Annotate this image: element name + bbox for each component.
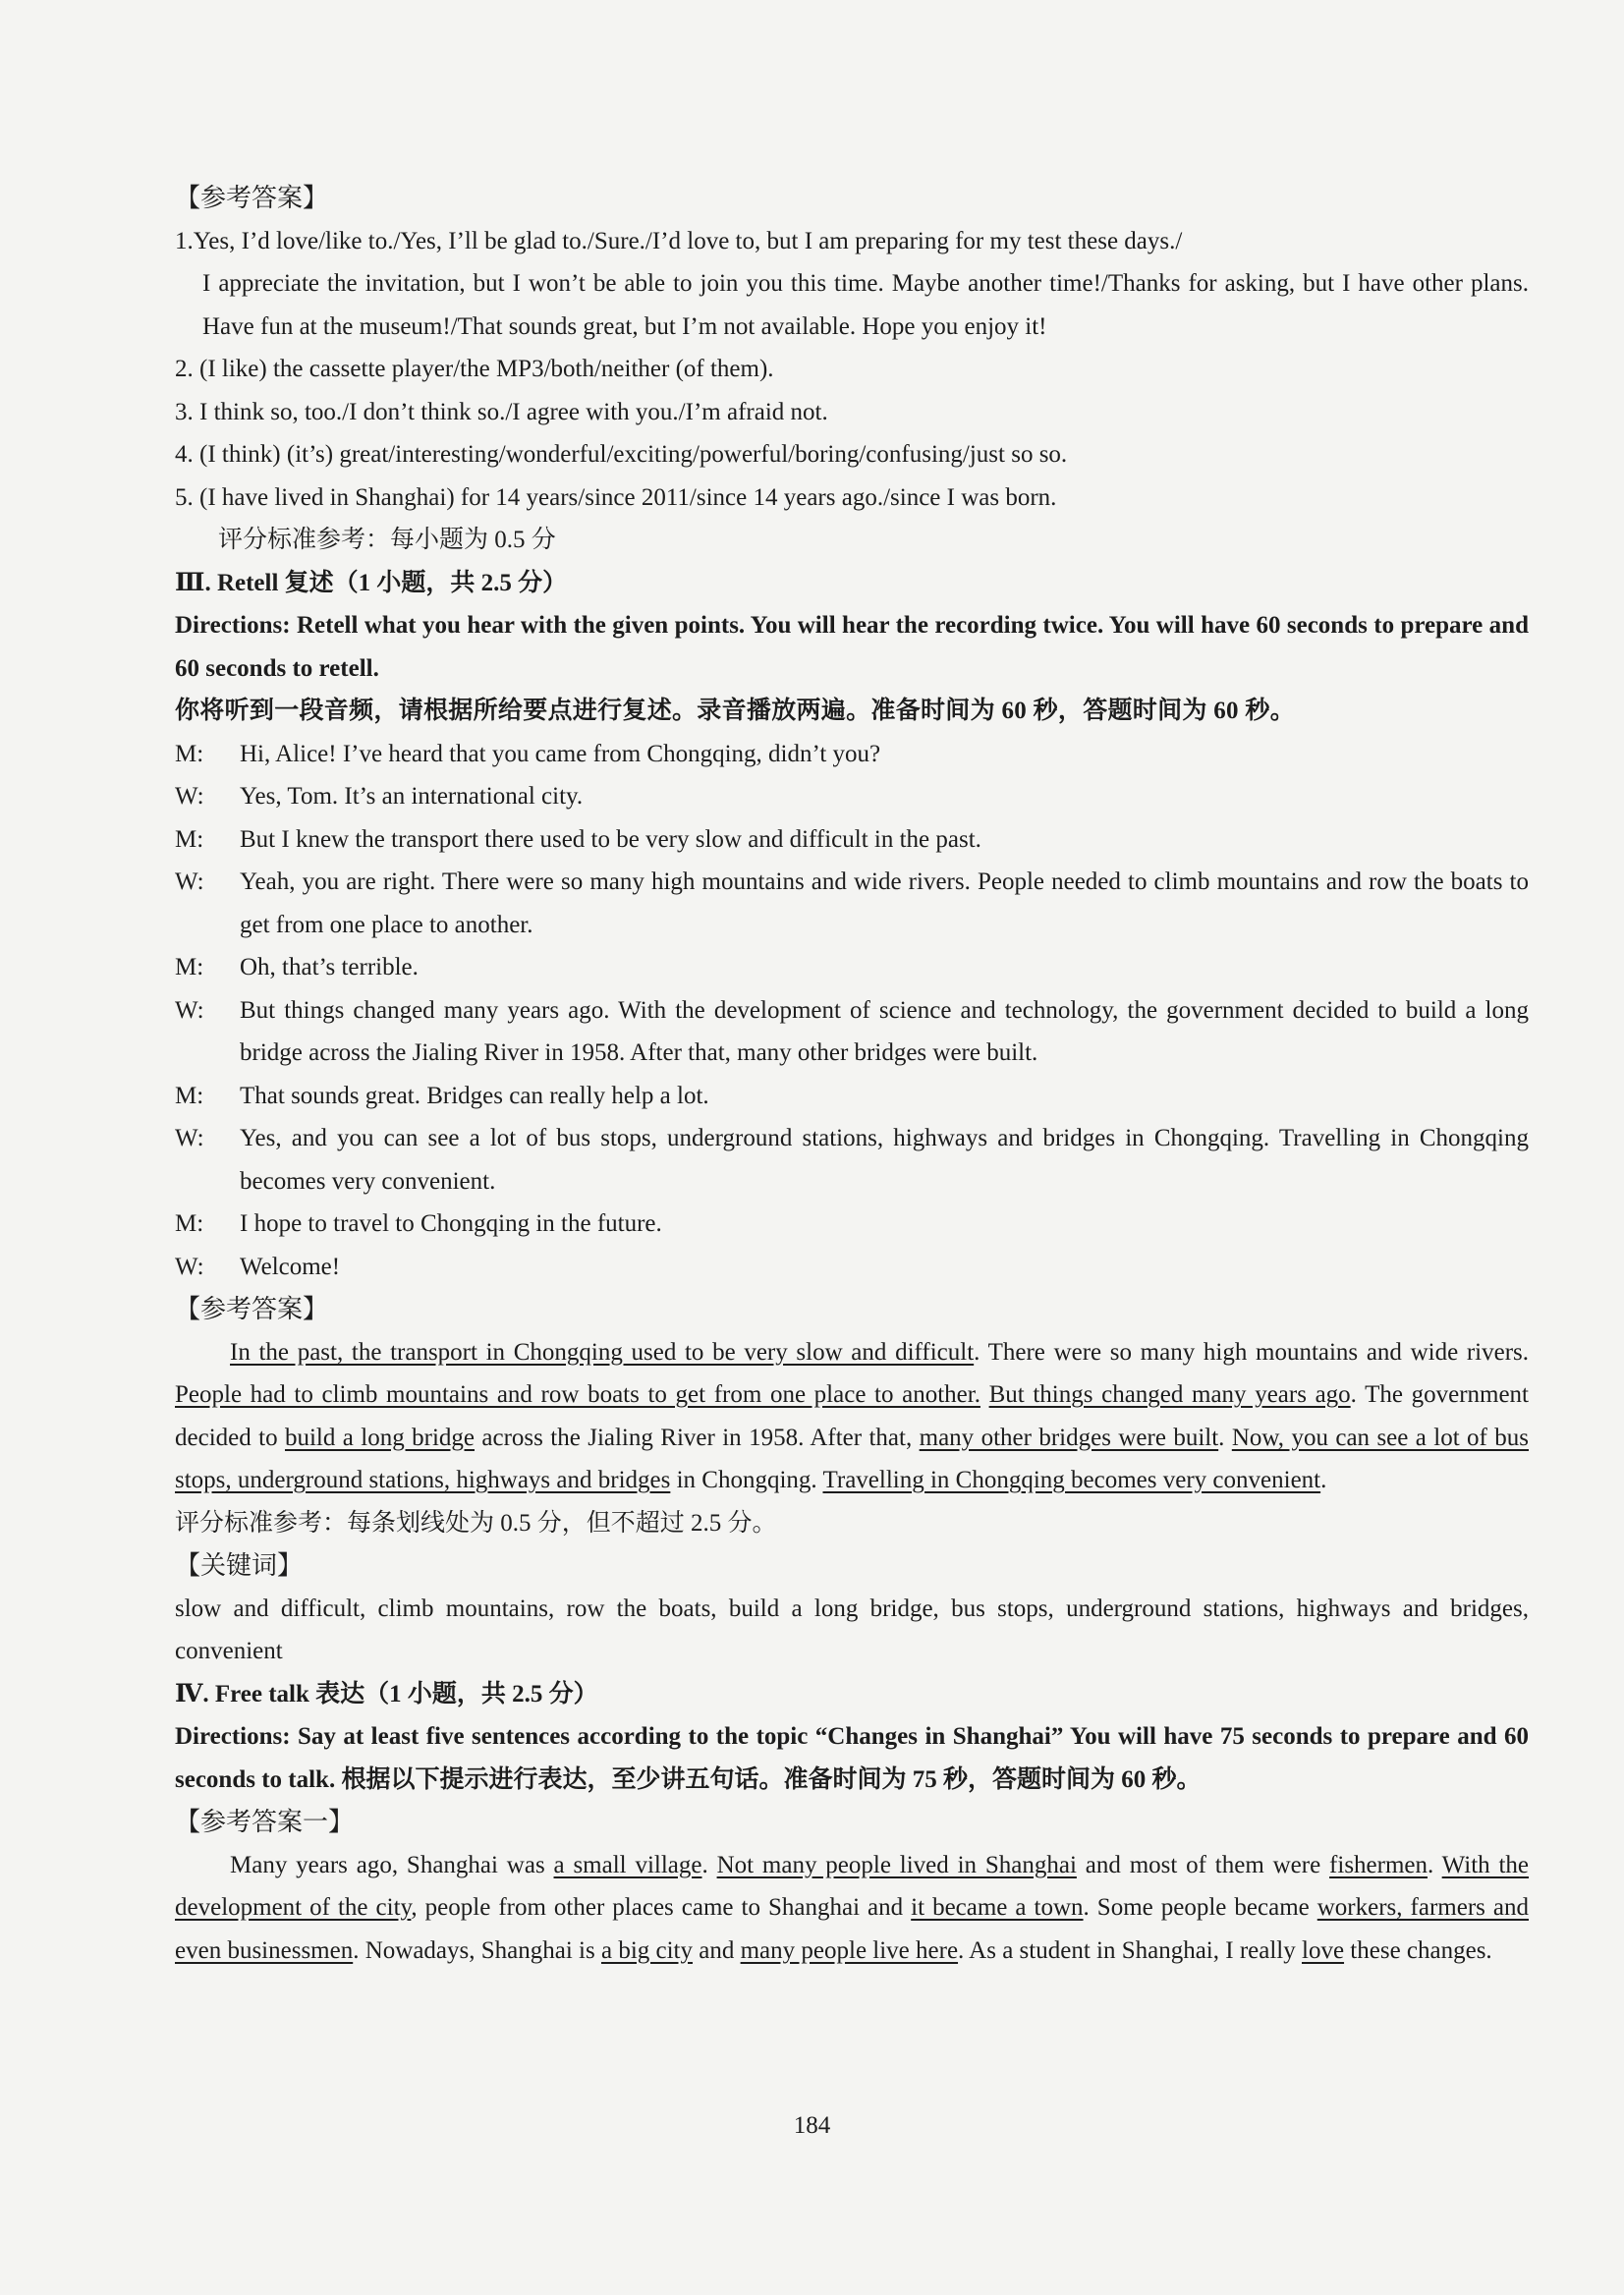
section-4-directions: Directions: Say at least five sentences according to the topic “Changes in Shanghai” You will have 75 seconds to prepare and 60 seconds to talk. 根据以下提示进行表达，至少讲五句话。准备时间为 75 秒，答题时间为 60 秒。 — [175, 1723, 1529, 1793]
keywords-list: slow and difficult, climb mountains, row the boats, build a long bridge, bus stops, underground stations, highways and bridges, convenient — [175, 1595, 1529, 1664]
utterance: I hope to travel to Chongqing in the future. — [240, 1210, 662, 1237]
speaker: W: — [175, 1125, 204, 1151]
answer-text: Many years ago, Shanghai was — [230, 1851, 554, 1878]
retell-scoring-note: 评分标准参考：每条划线处为 0.5 分，但不超过 2.5 分。 — [175, 1509, 777, 1537]
answer-text: across the Jialing River in 1958. After that, — [475, 1424, 920, 1451]
speaker: W: — [175, 1253, 204, 1280]
underlined-point: Not many people lived in Shanghai — [716, 1851, 1077, 1878]
answer-text: and most of them were — [1076, 1851, 1330, 1878]
speaker: M: — [175, 1210, 204, 1237]
answer-text: . — [1320, 1467, 1327, 1493]
dialog-line — [175, 946, 1529, 989]
answer-text: . Nowadays, Shanghai is — [353, 1936, 601, 1964]
answer-item-2: 2. (I like) the cassette player/the MP3/both/neither (of them). — [175, 356, 774, 382]
dialog-line — [175, 1246, 1529, 1289]
freetalk-answer-paragraph — [175, 1844, 1529, 1973]
answer-item-5: 5. (I have lived in Shanghai) for 14 years/since 2011/since 14 years ago./since I was born. — [175, 483, 1057, 511]
page-content — [175, 177, 1529, 1972]
answer-text — [980, 1381, 989, 1408]
speaker: W: — [175, 783, 204, 810]
utterance: Yes, and you can see a lot of bus stops, underground stations, highways and bridges in Chongqing. Travelling in Chongqing becomes very convenient. — [240, 1125, 1529, 1195]
speaker: W: — [175, 996, 204, 1024]
underlined-point: In the past, the transport in Chongqing used to be very slow and difficult — [230, 1338, 975, 1366]
answer-item-1: 1.Yes, I’d love/like to./Yes, I’ll be glad to./Sure./I’d love to, but I am preparing for my test these days./ — [175, 227, 1183, 254]
section-3-title: Ⅲ. Retell 复述（1 小题，共 2.5 分） — [175, 569, 568, 596]
utterance: But things changed many years ago. With the development of science and technology, the government decided to build a long bridge across the Jialing River in 1958. After that, many other bridges were built. — [240, 996, 1529, 1066]
dialog-line — [175, 1117, 1529, 1203]
speaker: M: — [175, 1082, 204, 1109]
underlined-point: build a long bridge — [284, 1424, 475, 1451]
underlined-point: many other bridges were built — [919, 1424, 1219, 1451]
dialog-line — [175, 733, 1529, 776]
answer-item-4: 4. (I think) (it’s) great/interesting/wonderful/exciting/powerful/boring/confusing/just so so. — [175, 441, 1068, 468]
answer-text: . — [1218, 1424, 1232, 1451]
speaker: M: — [175, 954, 204, 980]
retell-answer-heading: 【参考答案】 — [175, 1295, 329, 1323]
utterance: Hi, Alice! I’ve heard that you came from Chongqing, didn’t you? — [240, 740, 881, 767]
underlined-point: Now, you can see a lot of bus stops, underground stations, highways and bridges — [175, 1424, 1530, 1493]
page-number: 184 — [793, 2112, 831, 2139]
utterance: But I knew the transport there used to be very slow and difficult in the past. — [240, 825, 981, 853]
section-3-directions: Directions: Retell what you hear with the given points. You will hear the recording twice. You will have 60 seconds to prepare and 60 seconds to retell. — [175, 612, 1529, 682]
keywords-heading: 【关键词】 — [175, 1551, 304, 1580]
section-3-directions-cn: 你将听到一段音频，请根据所给要点进行复述。录音播放两遍。准备时间为 60 秒，答题时间为 60 秒。 — [175, 698, 1296, 724]
underlined-point: With the development of the city — [175, 1851, 1530, 1921]
underlined-point: Travelling in Chongqing becomes very convenient — [822, 1467, 1321, 1493]
answer-text: . There were so many high mountains and wide rivers. — [974, 1338, 1530, 1366]
underlined-point: fishermen — [1329, 1851, 1428, 1878]
dialog-line — [175, 1203, 1529, 1246]
scoring-note: 评分标准参考：每小题为 0.5 分 — [218, 527, 556, 553]
dialog-line — [175, 775, 1529, 818]
utterance: Yeah, you are right. There were so many high mountains and wide rivers. People needed to climb mountains and row the boats to get from one place to another. — [240, 868, 1529, 938]
utterance: Oh, that’s terrible. — [240, 954, 419, 980]
answer-text: . Some people became — [1083, 1894, 1317, 1921]
underlined-point: workers, farmers and even businessmen — [175, 1894, 1529, 1964]
speaker: W: — [175, 868, 204, 895]
utterance: Welcome! — [240, 1253, 341, 1280]
utterance: Yes, Tom. It’s an international city. — [240, 783, 584, 810]
answer-text: . As a student in Shanghai, I really — [958, 1936, 1302, 1964]
utterance: That sounds great. Bridges can really help a lot. — [240, 1082, 709, 1109]
underlined-point: a big city — [600, 1936, 693, 1964]
answer-text: . The government decided to — [175, 1381, 1530, 1451]
underlined-point: it became a town — [911, 1894, 1084, 1921]
underlined-point: love — [1302, 1936, 1345, 1964]
dialog-line — [175, 861, 1529, 946]
underlined-point: many people live here — [740, 1936, 959, 1964]
answer-text: . — [1428, 1851, 1442, 1878]
dialog-line — [175, 989, 1529, 1075]
answer-text: these changes. — [1344, 1936, 1492, 1964]
dialog — [175, 733, 1529, 1289]
answer-heading: 【参考答案】 — [175, 184, 329, 212]
answer-text: in Chongqing. — [670, 1467, 823, 1493]
answer-text: and — [693, 1936, 741, 1964]
answer-text: . — [701, 1851, 717, 1878]
section-4-title: Ⅳ. Free talk 表达（1 小题，共 2.5 分） — [175, 1680, 598, 1707]
answer-item-1-cont: I appreciate the invitation, but I won’t be able to join you this time. Maybe another time!/Thanks for asking, but I have other plans. Have fun at the museum!/That sounds great, but I’m not available. Hope you enjoy it! — [202, 270, 1529, 340]
underlined-point: People had to climb mountains and row boats to get from one place to another. — [175, 1381, 980, 1408]
retell-answer-paragraph — [175, 1331, 1529, 1502]
speaker: M: — [175, 740, 204, 767]
speaker: M: — [175, 825, 204, 853]
answer-item-3: 3. I think so, too./I don’t think so./I agree with you./I’m afraid not. — [175, 398, 828, 425]
dialog-line — [175, 818, 1529, 862]
underlined-point: a small village — [553, 1851, 702, 1878]
freetalk-answer-heading: 【参考答案一】 — [175, 1808, 355, 1836]
answer-text: , people from other places came to Shanghai and — [411, 1894, 912, 1921]
dialog-line — [175, 1075, 1529, 1118]
underlined-point: But things changed many years ago — [988, 1381, 1351, 1408]
